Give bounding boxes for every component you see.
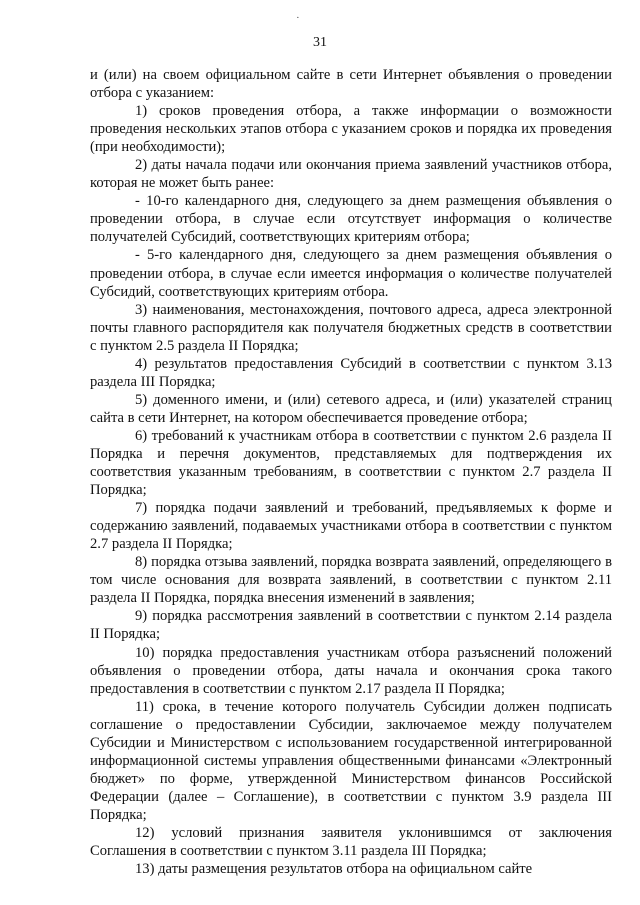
page-number: 31 bbox=[313, 35, 327, 50]
paragraph-item-9: 9) порядка рассмотрения заявлений в соответствии с пунктом 2.14 раздела II Порядка; bbox=[90, 608, 612, 643]
document-body bbox=[90, 66, 612, 878]
paragraph-item-3: 3) наименования, местонахождения, почтового адреса, адреса электронной почты главного распорядителя как получателя бюджетных средств в соответствии с пунктом 2.5 раздела II Порядка; bbox=[90, 301, 612, 354]
paragraph-item-13: 13) даты размещения результатов отбора на официальном сайте bbox=[135, 861, 533, 878]
paragraph-intro: и (или) на своем официальном сайте в сети Интернет объявления о проведении отбора с указанием: bbox=[90, 67, 612, 102]
paragraph-item-10: 10) порядка предоставления участникам отбора разъяснений положений объявления о проведении отбора, даты начала и окончания срока такого предоставления в соответствии с пунктом 2.17 раздела II Порядка; bbox=[90, 644, 612, 697]
paragraph-item-8: 8) порядка отзыва заявлений, порядка возврата заявлений, определяющего в том числе основания для возврата заявлений, в соответствии с пунктом 2.11 раздела II Порядка, порядка внесения изменений в заявления; bbox=[90, 554, 612, 607]
paragraph-item-2: 2) даты начала подачи или окончания приема заявлений участников отбора, которая не может быть ранее: bbox=[90, 157, 612, 192]
paragraph-item-4: 4) результатов предоставления Субсидий в соответствии с пунктом 3.13 раздела III Порядка; bbox=[90, 355, 612, 390]
paragraph-item-12: 12) условий признания заявителя уклонившимся от заключения Соглашения в соответствии с пунктом 3.11 раздела III Порядка; bbox=[90, 824, 612, 860]
paragraph-item-6: 6) требований к участникам отбора в соответствии с пунктом 2.6 раздела II Порядка и перечня документов, представляемых для подтверждения их соответствия указанным требованиям, в соответствии с пунктом 2.7 раздела II Порядка; bbox=[90, 427, 612, 499]
paragraph-subitem-5-day: - 5-го календарного дня, следующего за днем размещения объявления о проведении отбора, в случае если имеется информация о количестве получателей Субсидий, соответствующих критериям отбора. bbox=[90, 247, 612, 300]
paragraph-item-5: 5) доменного имени, и (или) сетевого адреса, и (или) указателей страниц сайта в сети Интернет, на котором обеспечивается проведение отбора; bbox=[90, 391, 612, 426]
scan-mark: · bbox=[296, 12, 300, 24]
paragraph-item-11: 11) срока, в течение которого получатель Субсидии должен подписать соглашение о предоставлении Субсидии, заключаемое между получателем Субсидии и Министерством с использованием государственной интегрированной информационной системы управления общественными финансами «Электронный бюджет» по форме, утвержденной Министерством финансов Российской Федерации (далее – Соглашение), в соответствии с пунктом 3.9 раздела III Порядка; bbox=[90, 698, 612, 823]
paragraph-subitem-10-day: - 10-го календарного дня, следующего за днем размещения объявления о проведении отбора, в случае если отсутствует информация о количестве получателей Субсидий, соответствующих критериям отбора; bbox=[90, 193, 612, 246]
paragraph-item-7: 7) порядка подачи заявлений и требований, предъявляемых к форме и содержанию заявлений, подаваемых участниками отбора в соответствии с пунктом 2.7 раздела II Порядка; bbox=[90, 500, 612, 553]
paragraph-item-1: 1) сроков проведения отбора, а также информации о возможности проведения нескольких этапов отбора с указанием сроков и порядка их проведения (при необходимости); bbox=[90, 103, 612, 156]
